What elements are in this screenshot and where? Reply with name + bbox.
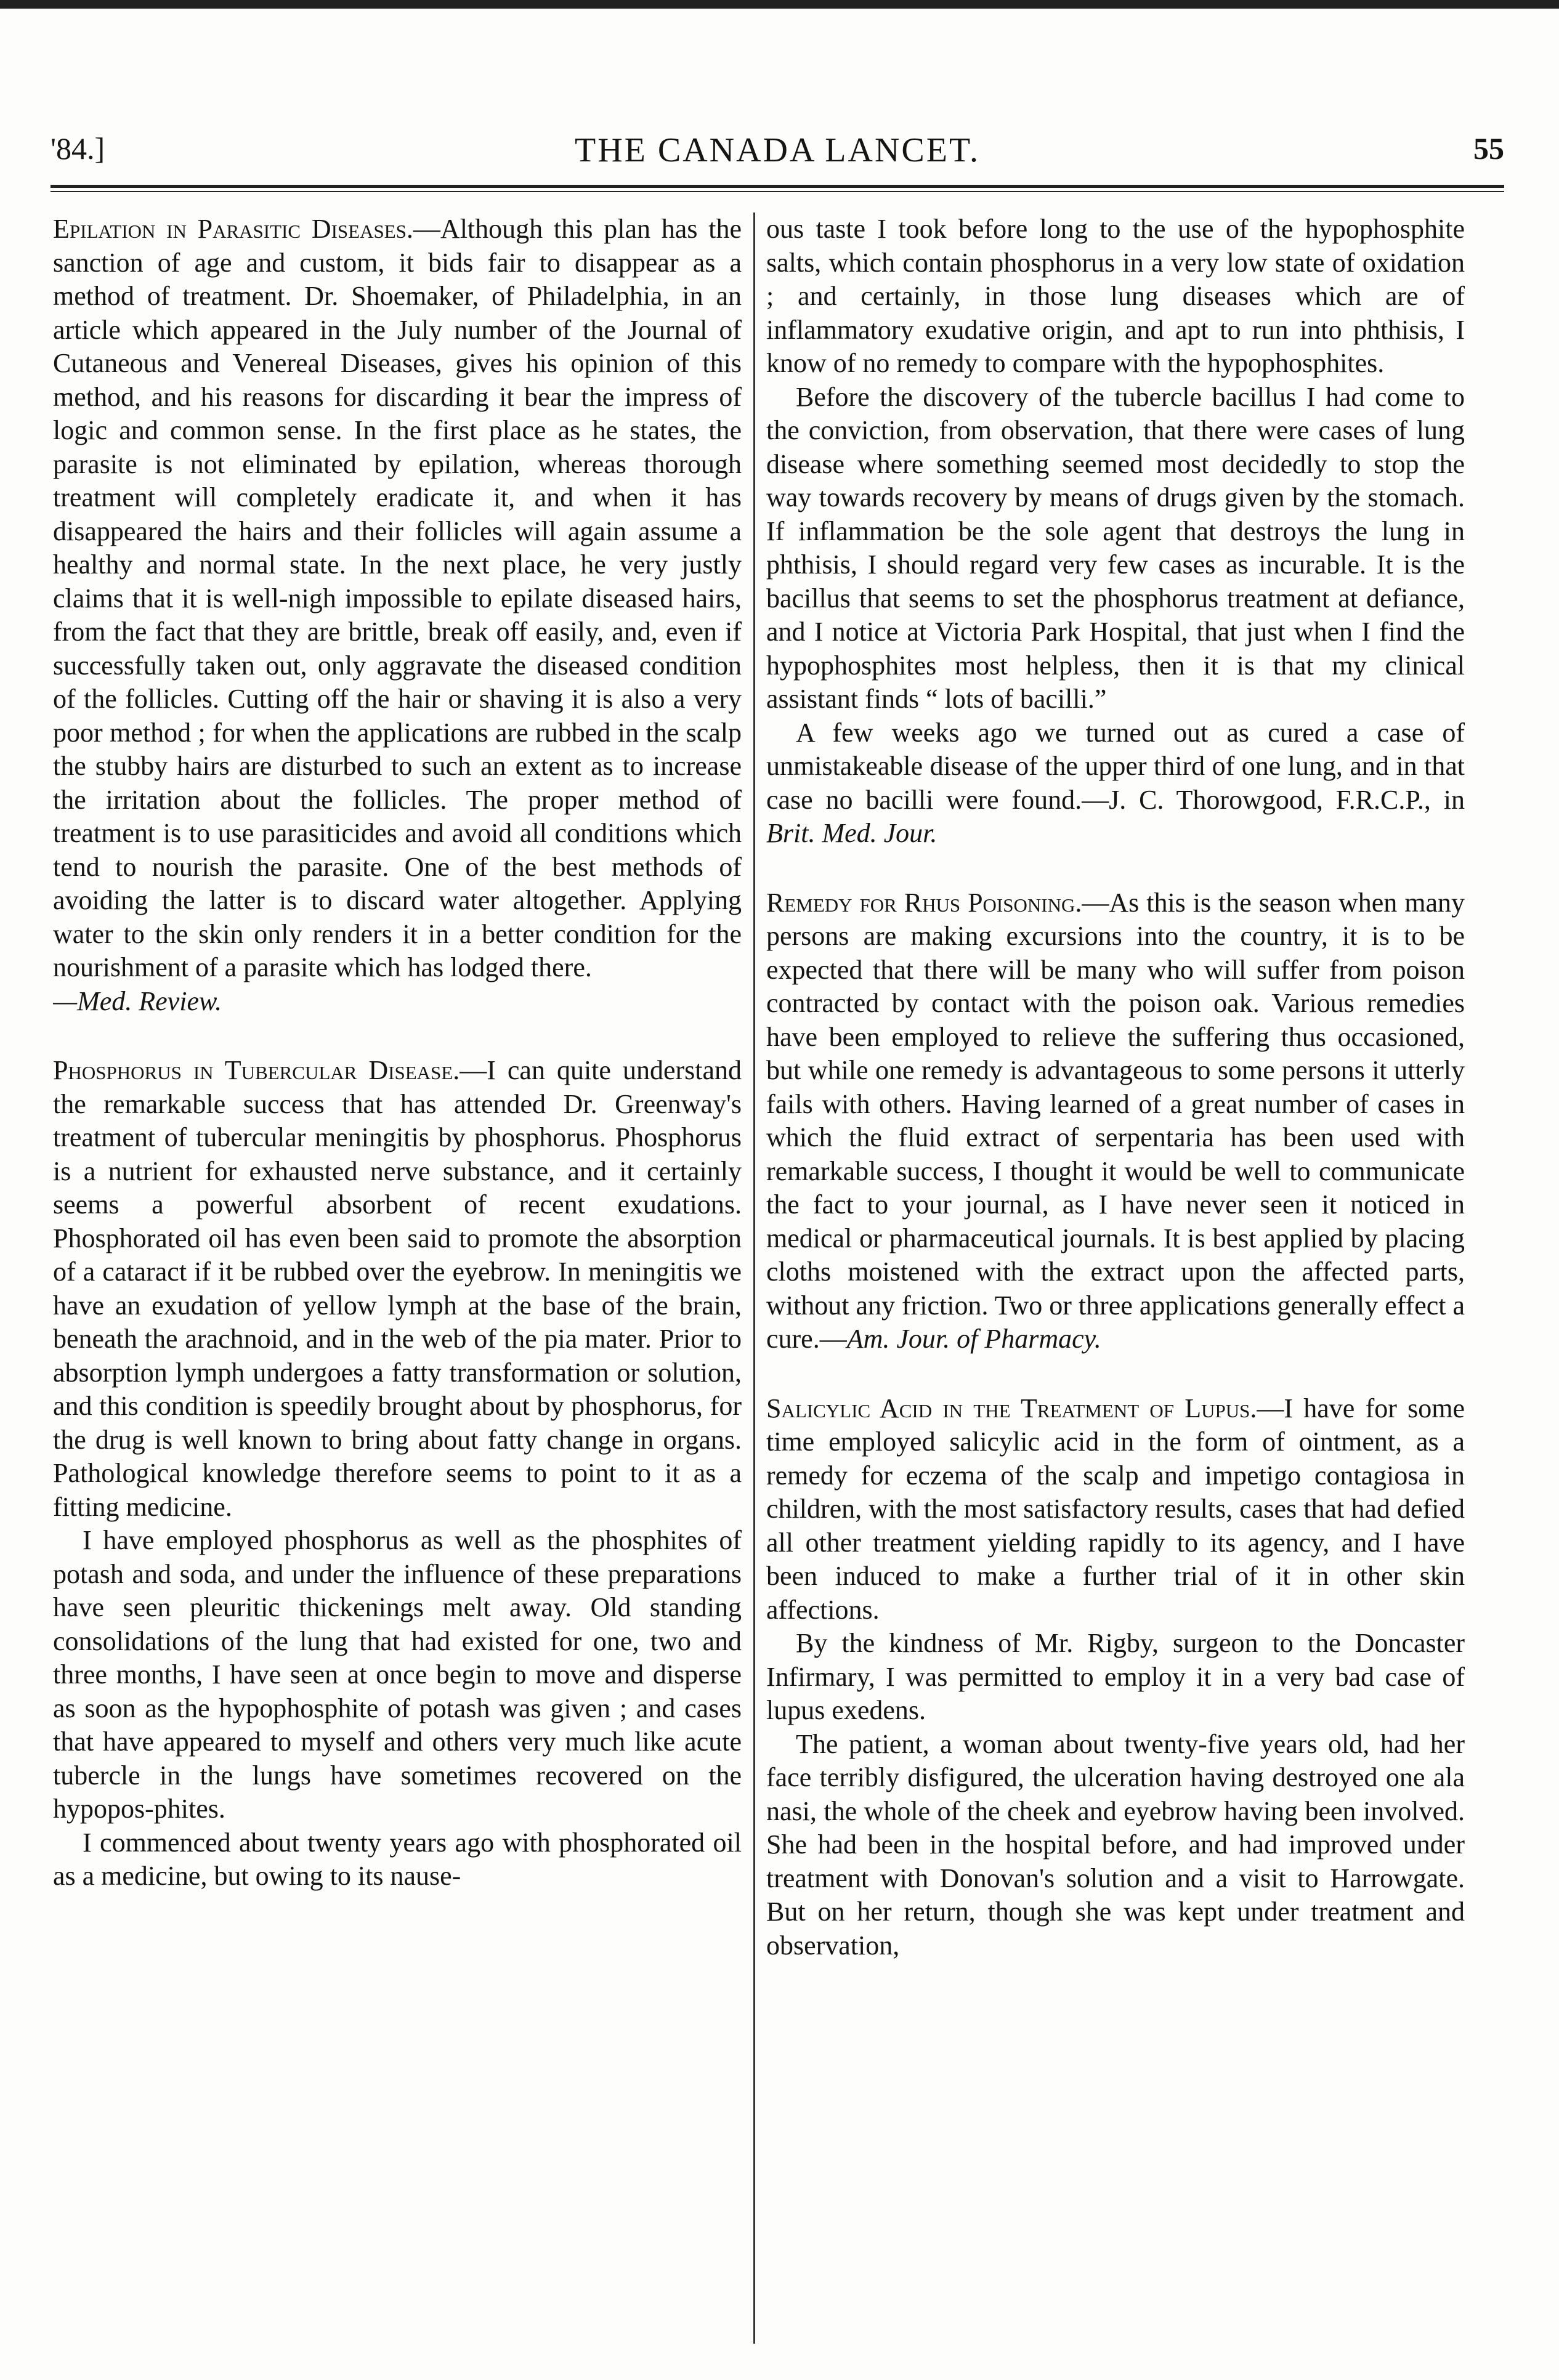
article-body: —I have for some time employed salicylic acid in the form of ointment, as a remedy for eczema of the scalp and impetigo contagiosa in children, with the most satisfactory results, cases that had defied all other treatment yielding rapidly to its agency, and I have been induced to make a further trial of it in other skin affections. — [766, 1393, 1465, 1625]
article-body: —Although this plan has the sanction of age and custom, it bids fair to disappear as a method of treatment. Dr. Shoemaker, of Philadelphia, in an article which appeared in the July number of the Journal of Cutaneous and Venereal Diseases, gives his opinion of this method, and his reasons for discarding it bear the impress of logic and common sense. In the first place as he states, the parasite is not eliminated by epilation, whereas thorough treatment will completely eradicate it, and when it has disappeared the hairs and their follicles will again assume a healthy and normal state. In the next place, he very justly claims that it is well-nigh impossible to epilate diseased hairs, from the fact that they are brittle, break off easily, and, even if successfully taken out, only aggravate the diseased condition of the follicles. Cutting off the hair or shaving it is also a very poor method ; for when the applications are rubbed in the scalp the stubby hairs are disturbed to such an extent as to increase the irritation about the follicles. The proper method of treatment is to use parasiticides and avoid all conditions which tend to nourish the parasite. One of the best methods of avoiding the latter is to discard water altogether. Applying water to the skin only renders it in a better condition for the nourishment of a parasite which has lodged there. — [53, 214, 742, 982]
article-body: —As this is the season when many persons are making excursions into the country, it is to be expected that there will be many who will suffer from poison contracted by contact with the poison oak. Various remedies have been employed to relieve the suffering thus occasioned, but while one remedy is advantageous to some persons it utterly fails with others. Having learned of a great number of cases in which the fluid extract of serpentaria has been used with remarkable success, I thought it would be well to communicate the fact to your journal, as I have never seen it noticed in medical or pharmaceutical journals. It is best applied by placing cloths moistened with the extract upon the affected parts, without any friction. Two or three applications generally effect a cure.— — [766, 887, 1465, 1354]
article-rhus — [766, 886, 1465, 1356]
article-source: Am. Jour. of Pharmacy. — [846, 1324, 1101, 1354]
article-heading: Salicylic Acid in the Treatment of Lupus. — [766, 1393, 1257, 1423]
left-column — [53, 212, 742, 2350]
article-heading: Remedy for Rhus Poisoning. — [766, 887, 1082, 918]
page-number: 55 — [1473, 131, 1504, 166]
article-heading: Epilation in Parasitic Diseases. — [53, 214, 413, 244]
header-year: '84.] — [51, 131, 105, 166]
article-epilation — [53, 212, 742, 985]
article-body: —I can quite understand the remarkable success that has attended Dr. Greenway's treatment of tubercular meningitis by phosphorus. Phosphorus is a nutrient for exhausted nerve substance, and it certainly seems a powerful absorbent of recent exudations. Phosphorated oil has even been said to promote the absorption of a cataract if it be rubbed over the eyebrow. In meningitis we have an exudation of yellow lymph at the base of the brain, beneath the arachnoid, and in the web of the pia mater. Prior to absorption lymph undergoes a fatty transformation or solution, and this condition is speedily brought about by phosphorus, for the drug is well known to bring about fatty change in organs. Pathological knowledge therefore seems to point to it as a fitting medicine. — [53, 1055, 742, 1522]
article-heading: Phosphorus in Tubercular Disease. — [53, 1055, 460, 1085]
article-source: Brit. Med. Jour. — [766, 818, 937, 848]
paragraph: I commenced about twenty years ago with phosphorated oil as a medicine, but owing to its nause- — [53, 1827, 742, 1891]
paragraph: A few weeks ago we turned out as cured a case of unmistakeable disease of the upper third of one lung, and in that case no bacilli were found.—J. C. Thorowgood, F.R.C.P., in Brit. Med. Jour. — [766, 717, 1465, 848]
header-rule-thin — [51, 191, 1504, 192]
paragraph: By the kindness of Mr. Rigby, surgeon to the Doncaster Infirmary, I was permitted to employ it in a very bad case of lupus exedens. — [766, 1628, 1465, 1725]
paragraph: The patient, a woman about twenty-five years old, had her face terribly disfigured, the ulceration having destroyed one ala nasi, the whole of the cheek and eyebrow having been involved. She had been in the hospital before, and had improved under treatment with Donovan's solution and a visit to Harrowgate. But on her return, though she was kept under treatment and observation, — [766, 1728, 1465, 1961]
right-column — [766, 212, 1465, 2350]
paragraph: I have employed phosphorus as well as the phosphites of potash and soda, and under the influence of these preparations have seen pleuritic thickenings melt away. Old standing consolidations of the lung that had existed for one, two and three months, I have seen at once begin to move and disperse as soon as the hypophosphite of potash was given ; and cases that have appeared to myself and others very much like acute tubercle in the lungs have sometimes recovered on the hypopos-phites. — [53, 1525, 742, 1824]
paragraph: ous taste I took before long to the use of the hypophosphite salts, which contain phosphorus in a very low state of oxidation ; and certainly, in those lung diseases which are of inflammatory exudative origin, and apt to run into phthisis, I know of no remedy to compare with the hypophosphites. — [766, 214, 1465, 378]
article-phosphorus — [53, 1054, 742, 1524]
column-divider — [753, 212, 755, 2344]
article-salicylic — [766, 1392, 1465, 1627]
journal-title: THE CANADA LANCET. — [574, 131, 981, 169]
running-header — [51, 131, 1504, 174]
article-source: —Med. Review. — [53, 986, 222, 1016]
header-rule — [51, 185, 1504, 188]
top-edge-rule — [0, 0, 1559, 9]
paragraph: Before the discovery of the tubercle bacillus I had come to the conviction, from observation, that there were cases of lung disease where something seemed most decidedly to stop the way towards recovery by means of drugs given by the stomach. If inflammation be the sole agent that destroys the lung in phthisis, I should regard very few cases as incurable. It is the bacillus that seems to set the phosphorus treatment at defiance, and I notice at Victoria Park Hospital, that just when I find the hypophosphites most helpless, then it is that my clinical assistant finds “ lots of bacilli.” — [766, 381, 1465, 714]
